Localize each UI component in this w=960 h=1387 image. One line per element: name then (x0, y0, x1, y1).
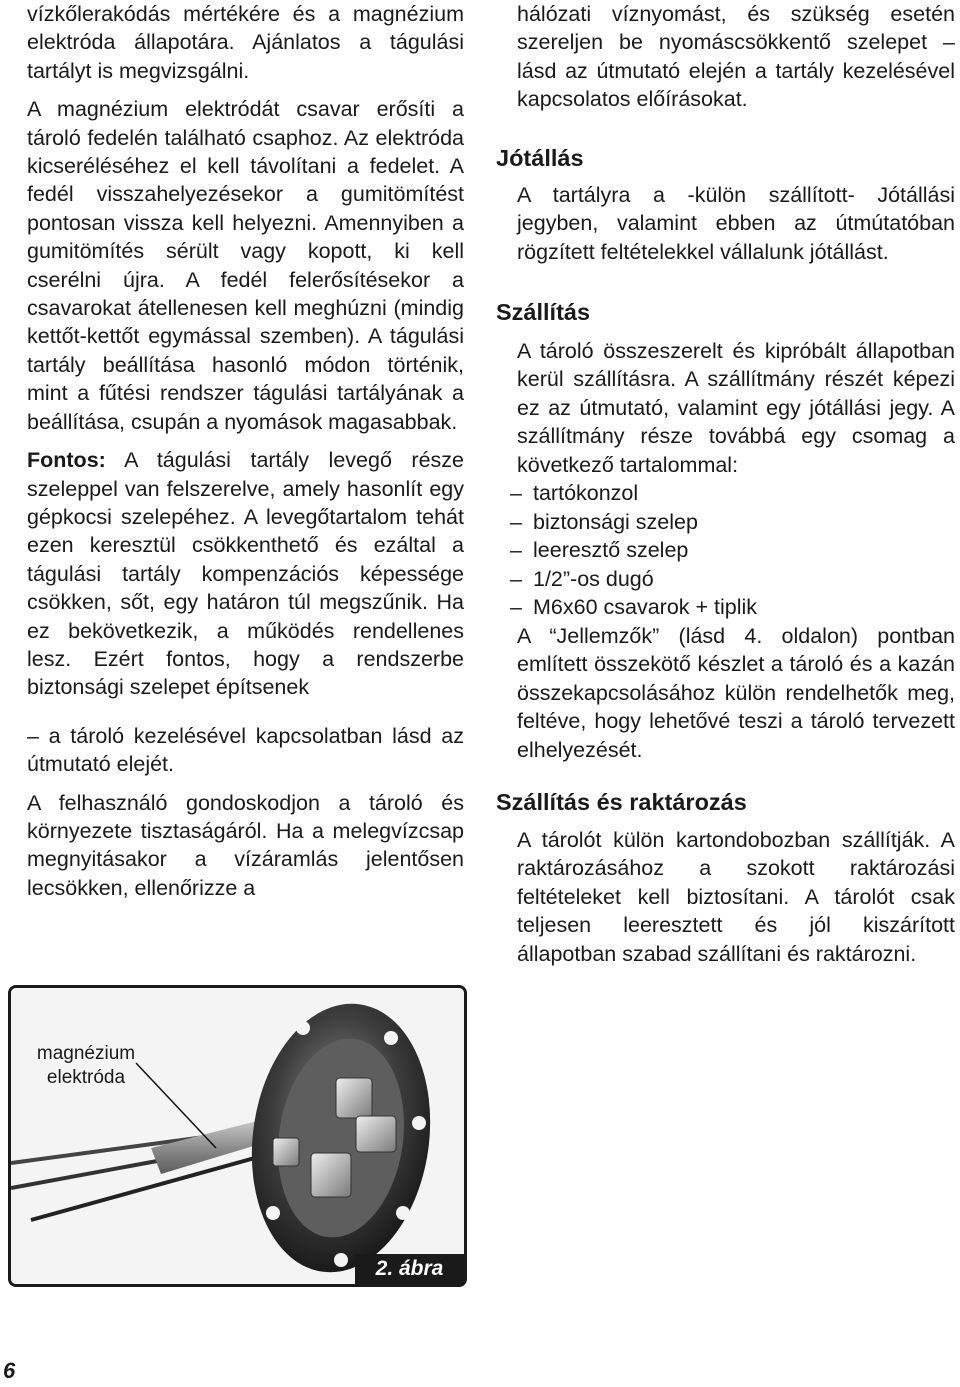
paragraph-left-1: vízkőlerakódás mértékére és a magnézium elektróda állapotára. Ajánlatos a tágulási tartályt is megvizsgálni. (27, 2, 464, 83)
heading-storage: Szállítás és raktározás (496, 789, 747, 815)
heading-delivery: Szállítás (496, 299, 591, 325)
figure-photo-frame (8, 985, 467, 1287)
paragraph-left-5: A felhasználó gondoskodjon a tároló és környezete tisztaságáról. Ha a melegvízcsap megnyitásakor a vízáramlás jelentősen lecsökken, ellenőrizze a (27, 790, 464, 900)
list-item: – leeresztő szelep (510, 538, 689, 563)
storage-block (517, 826, 955, 968)
paragraph-left-important (27, 446, 464, 702)
paragraph-delivery-2: A “Jellemzők” (lásd 4. oldalon) pontban említett összekötő készlet a tároló és a kazán összekapcsolásához külön rendelhetők meg, feltéve, hogy lehetővé teszi a tároló tervezett elhelyezését. (517, 624, 955, 762)
label-line-1: magnézium (36, 1043, 136, 1064)
paragraph-right-1: hálózati víznyomást, és szükség esetén szereljen be nyomáscsökkentő szelepet – lásd az útmutató elején a tartály kezelésével kapcsolatos előírásokat. (517, 2, 955, 112)
paragraph-delivery: A tároló összeszerelt és kipróbált állapotban kerül szállításra. A szállítmány részét képezi ez az útmutató, valamint egy jótállási jegy. A szállítmány része továbbá egy csomag a következő tartalommal: (517, 339, 955, 477)
label-line-2: elektróda (46, 1067, 126, 1088)
list-item: – M6x60 csavarok + tiplik (510, 595, 758, 620)
heading-warranty: Jótállás (496, 145, 584, 171)
delivery-block (510, 337, 955, 764)
important-label: Fontos: (27, 448, 106, 473)
paragraph-left-4: – a tároló kezelésével kapcsolatban lásd az útmutató elejét. (27, 723, 464, 777)
important-text: A tágulási tartály levegő része szeleppel van felszerelve, amely hasonlít egy gépkocsi szelepéhez. A levegőtartalom tehát ezen keresztül csökkenthető és ezáltal a tágulási tartály kompenzációs képessége csökken, sőt, egy határon túl megszűnik. Ha ez bekövetkezik, a működés rendellenes lesz. Ezért fontos, hogy a rendszerbe biztonsági szelepet építsenek (27, 448, 464, 700)
paragraph-left-2: A magnézium elektródát csavar erősíti a tároló fedelén található csaphoz. Az elektróda kicseréléséhez el kell távolítani a fedelet. A fedél visszahelyezésekor a gumitömítést pontosan vissza kell helyezni. Amennyiben a gumitömítés sérült vagy kopott, ki kell cserélni újra. A fedél felerősítésekor a csavarokat átellenesen kell meghúzni (mindig kettőt-kettőt egymással szemben). A tágulási tartály beállítása hasonló módon történik, mint a fűtési rendszer tágulási tartályának a beállítása, csupán a nyomások magasabbak. (27, 97, 464, 434)
page-number: 6 (3, 1358, 16, 1383)
warranty-block (517, 181, 955, 266)
figure-label (24, 1042, 148, 1090)
magnesium-electrode-photo (11, 988, 464, 1284)
delivery-list (510, 479, 955, 622)
right-column (517, 0, 955, 114)
list-item: – 1/2”-os dugó (510, 566, 654, 591)
paragraph-warranty: A tartályra a -külön szállított- Jótállási jegyben, valamint ebben az útmútatóban rögzített feltételekkel vállalunk jótállást. (517, 183, 955, 264)
list-item: – tartókonzol (510, 481, 639, 506)
paragraph-storage: A tárolót külön kartondobozban szállítják. A raktározásához a szokott raktározási feltételeket kell biztosítani. A tárolót csak teljesen leeresztett és jól kiszárított állapotban szabad szállítani és raktározni. (517, 828, 955, 966)
left-column (27, 0, 464, 912)
list-item: – biztonsági szelep (510, 509, 698, 534)
figure-caption: 2. ábra (355, 1254, 464, 1284)
